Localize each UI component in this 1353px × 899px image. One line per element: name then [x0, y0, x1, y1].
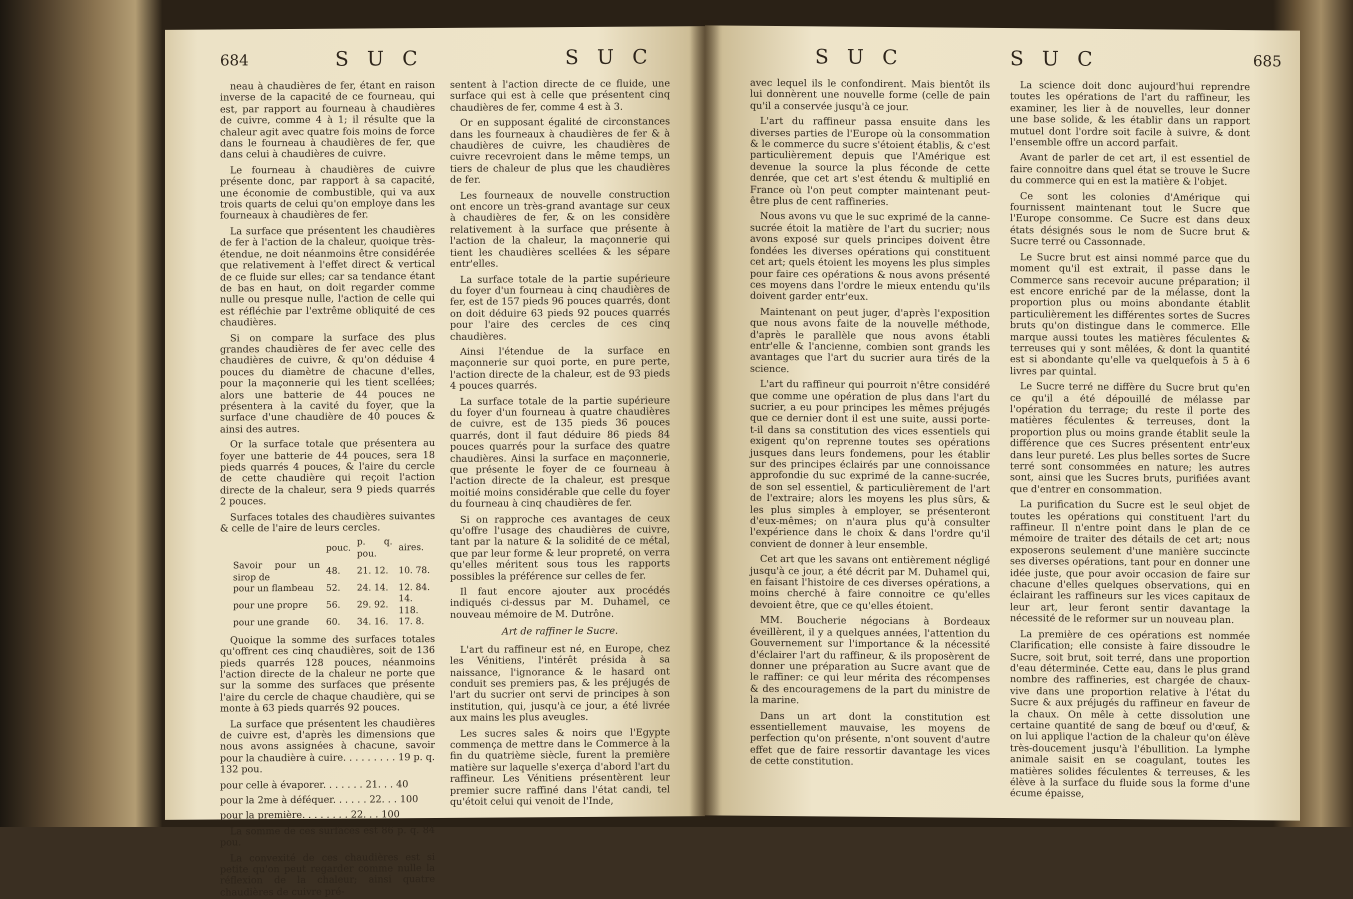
table-row: [230, 594, 435, 618]
table-cell: 10. 78.: [398, 565, 430, 577]
paragraph: Les fourneaux de nouvelle construction ont encore un très-grand avantage sur ceux à chaudières de fer, & on les considère relativement à la surface que présente à l'action de la chaleur, la maçonnerie qui tient les chaudières scellées & les sépare entr'elles.: [450, 189, 670, 270]
running-head: S U C: [815, 44, 904, 70]
running-head: S U C: [335, 46, 424, 71]
table-header: aires.: [398, 543, 424, 554]
paragraph: La surface totale de la partie supérieure du foyer d'un fourneau à quatre chaudières de cuivre, est de 135 pieds 36 pouces quarrés, dont il faut déduire 86 pieds 84 pouces quarrés pour la surface des quatre chaudières. Ainsi la surface en maçonnerie, que présente le foyer de ce fourneau à l'action directe de la chaleur, est presque moitié moins considérable que celle du foyer du fourneau à cinq chaudières de fer.: [450, 394, 670, 511]
paragraph: Si on compare la surface des plus grandes chaudières de fer avec celle des chaudières de cuivre, & qu'on déduise 4 pouces du diamètre de chacune d'elles, pour la maçonnerie qui les tient scellées; alors une batterie de 44 pouces ne présentera à la cavité du foyer, que la surface d'une chaudière de 40 pouces & ainsi des autres.: [220, 331, 435, 436]
table-cell: pour une grande: [233, 618, 310, 629]
paragraph: pour la 2me à déféquer. . . . . . 22. . . 100: [220, 794, 419, 807]
table-row: [230, 560, 435, 584]
right-column: [1010, 80, 1250, 810]
paragraph: Si on rapproche ces avantages de ceux qu'offre l'usage des chaudières de cuivre, tant par la nature & la solidité de ce métal, que par leur forme & leur propreté, on verra qu'elles méritent sous tous les rapports possibles la préférence sur celles de fer.: [450, 512, 670, 583]
paragraph: Le fourneau à chaudières de cuivre présente donc, par rapport à sa capacité, une économie de combustible, qui va aux trois quarts de celui qu'on employe dans les fourneaux à chaudières de fer.: [220, 163, 435, 222]
paragraph: Avant de parler de cet art, il est essentiel de faire connoitre dans quel état se trouve le Sucre du commerce qui en est la matière & l'objet.: [1010, 152, 1250, 189]
table-row: [230, 617, 435, 630]
paragraph: Or la surface totale que présentera au foyer une batterie de 44 pouces, sera 18 pieds quarrés 4 pouces, & l'aire du cercle de cette chaudière qui reçoit l'action directe de la chaleur, sera 9 pieds quarrés 2 pouces.: [220, 438, 435, 508]
table-cell: 34. 16.: [356, 617, 389, 628]
section-title: Art de raffiner le Sucre.: [501, 626, 619, 638]
table-cell: 48.: [326, 566, 341, 577]
table-cell: 17. 8.: [398, 617, 425, 628]
paragraph: L'art du raffineur est né, en Europe, chez les Vénitiens, l'intérêt présida à sa naissance, l'ignorance & le hasard ont conduit ses premiers pas, & les préjugés de l'art du sucrier ont servi de principes à son institution, qui, jusqu'à ce jour, a été livrée aux mains les plus aveugles.: [450, 643, 670, 725]
left-column: [220, 80, 435, 899]
page-number: 684: [220, 51, 249, 70]
right-page: [705, 25, 1300, 820]
paragraph: avec lequel ils le confondirent. Mais bientôt ils lui donnèrent une nouvelle forme (celle de pain qu'il a conservée jusqu'à ce jour.: [750, 77, 990, 113]
table-cell: 56.: [326, 600, 341, 611]
paragraph: La surface que présentent les chaudières de cuivre est, d'après les dimensions que nous avons assignées à chacune, savoir pour la chaudière à cuire. . . . . . . . . 19 p. q. 132 pou.: [220, 717, 435, 776]
paragraph: Il faut encore ajouter aux procédés indiqués ci-dessus par M. Duhamel, ce nouveau mémoire de M. Dutrône.: [450, 585, 670, 621]
paragraph: neau à chaudières de fer, étant en raison inverse de la capacité de ce fourneau, qui est, par rapport au fourneau à chaudières de cuivre, comme 4 à 1; il résulte que la chaleur agit avec quatre fois moins de force dans le fourneau à chaudières de fer, que dans celui à chaudières de cuivre.: [220, 80, 435, 161]
paragraph: La surface totale de la partie supérieure du foyer d'un fourneau à cinq chaudières de fer, est de 157 pieds 96 pouces quarrés, dont on doit déduire 63 pieds 92 pouces quarrés pour l'aire des cercles de ces cinq chaudières.: [450, 272, 670, 343]
paragraph: sentent à l'action directe de ce fluide, une surface qui est à celle que présentent cinq chaudières de fer, comme 4 est à 3.: [450, 78, 670, 114]
paragraph: Ainsi l'étendue de la surface en maçonnerie sur quoi porte, en pure perte, l'action directe de la chaleur, est de 93 pieds 4 pouces quarrés.: [450, 345, 670, 393]
paragraph: La somme de ces surfaces est 86 p. q. 84 pou.: [220, 824, 435, 849]
table-cell: pour un flambeau: [233, 583, 314, 595]
paragraph: MM. Boucherie négocians à Bordeaux éveillèrent, il y a quelques années, l'attention du Gouvernement sur l'importance & la nécessité d'éclairer l'art du raffineur, & ils proposèrent de donner une préparation au Sucre avant que de le raffiner: ce qui leur mérita des récompenses & des encouragemens de la part du ministre de la marine.: [750, 615, 990, 707]
book-gutter: [690, 20, 720, 820]
paragraph: Quoique la somme des surfaces totales qu'offrent ces cinq chaudières, soit de 136 pieds quarrés 128 pouces, néanmoins l'action directe de la chaleur ne porte que sur la somme des surfaces que présente l'aire du cercle de chaque chaudière, qui se monte à 63 pieds quarrés 92 pouces.: [220, 633, 435, 715]
table-header: p. q. pou.: [356, 537, 393, 560]
paragraph: pour celle à évaporer. . . . . . . 21. . . 40: [220, 778, 409, 792]
table-header: pouc.: [326, 543, 351, 554]
right-column: [450, 78, 670, 808]
table-cell: Savoir pour un sirop de: [233, 561, 321, 584]
paragraph: Les sucres sales & noirs que l'Egypte commença de mettre dans le Commerce à la fin du quatrième siècle, furent la première matière sur laquelle s'exerça d'abord l'art du raffineur. Les Vénitiens présentèrent leur premier sucre raffiné dans l'état candi, tel qu'étoit celui qui venoit de l'Inde,: [450, 726, 670, 808]
table-cell: 21. 12.: [356, 566, 389, 577]
page-number: 685: [1253, 52, 1282, 71]
paragraph: L'art du raffineur qui pourroit n'être considéré que comme une opération de plus dans l'art du sucrier, a eu pour principes les mêmes préjugés que ce dernier dont il est une suite, aussi porte-t-il dans sa constitution des vices essentiels qui exigent qu'on reprenne toutes ses opérations jusques dans leurs fondemens, pour les établir sur des principes éclairés par une connoissance approfondie du suc exprimé de la canne-sucrée, de son sel essentiel, & particulièrement de l'art de l'extraire; alors les moyens les plus sûrs, & les plus simples à employer, se présenteront d'eux-mêmes; on n'aura plus qu'à consulter l'expérience dans le choix & dans l'ordre qu'il convient de donner à leur ensemble.: [750, 379, 990, 552]
running-head: S U C: [565, 44, 654, 70]
table-cell: 52.: [326, 583, 341, 594]
table-cell: 12. 84.: [398, 583, 430, 594]
table-cell: 60.: [326, 617, 341, 629]
paragraph: La science doit donc aujourd'hui reprendre toutes les opérations de l'art du raffineur, les examiner, les lier à de nouvelles, leur donner une base solide, & les établir dans un rapport mutuel dont l'ordre soit facile à suivre, & dont l'ensemble offre un accord parfait.: [1010, 80, 1250, 150]
left-page-header: [165, 44, 705, 78]
paragraph: La purification du Sucre est le seul objet de toutes les opérations qui constituent l'art du raffineur. Il n'entre point dans le plan de ce mémoire de traiter des détails de cet art; nous exposerons seulement d'une manière succincte ses diverses opérations, tant pour en donner une idée juste, que pour avoir occasion de faire sur chacune d'elles quelques observations, qui en éclairant les raffineurs sur les vices capitaux de leur art, leur feront sentir davantage la nécessité de le reformer sur un nouveau plan.: [1010, 499, 1250, 627]
paragraph: Cet art que les savans ont entièrement négligé jusqu'à ce jour, a été décrit par M. Duhamel qui, en faisant l'histoire de ces diverses opérations, a moins cherché à faire connoitre ce qu'elles devoient être, que ce qu'elles étoient.: [750, 554, 990, 613]
table-cell: 29. 92.: [356, 600, 389, 611]
paragraph: Surfaces totales des chaudières suivantes & celle de l'aire de leurs cercles.: [220, 510, 435, 535]
paragraph: La première de ces opérations est nommée Clarification; elle consiste à faire dissoudre le Sucre, soit brut, soit terré, dans une proportion d'eau déterminée. Cette eau, dans le plus grand nombre des raffineries, est chargée de chaux-vive dans une proportion relative à l'état du Sucre & aux préjugés du raffineur en faveur de la chaux. On mêle à cette dissolution une certaine quantité de sang de bœuf ou d'œuf, & on lui applique l'action de la chaleur qu'on élève très-doucement jusqu'à l'ébullition. La lymphe animale saisit en se coagulant, toutes les matières solides féculentes & terreuses, & les élève à la surface du fluide sous la forme d'une écume épaisse,: [1010, 628, 1250, 801]
surface-table: [230, 537, 435, 630]
right-page-header: [705, 43, 1300, 78]
left-column: [750, 78, 990, 808]
paragraph: Le Sucre brut est ainsi nommé parce que du moment qu'il est extrait, il passe dans le Commerce sans recevoir aucune préparation; il est encore enriché par de la mélasse, dont la proportion plus ou moins abondante établit particulièrement les différentes sortes de Sucres bruts qu'on distingue dans le commerce. Elle marque aussi toutes les matières féculentes & terreuses qui y sont mêlées, & dont la quantité est si abondante qu'elle va quelquefois à 5 à 6 livres par quintal.: [1010, 251, 1250, 378]
table-cell: 24. 14.: [356, 583, 389, 594]
paragraph: La surface que présentent les chaudières de fer à l'action de la chaleur, quoique très-étendue, ne doit néanmoins être considérée que relativement à l'effet direct & vertical de ce fluide sur elles; car sa tendance étant de bas en haut, on doit regarder comme nulle ou presque nulle, l'action de celle qui est réfléchie par l'extrême obliquité de ces chaudières.: [220, 224, 435, 329]
paragraph: Or en supposant égalité de circonstances dans les fourneaux à chaudières de fer & à chaudières de cuivre, les chaudières de cuivre recevroient dans le même temps, un tiers de chaleur de plus que les chaudières de fer.: [450, 116, 670, 187]
paragraph: Dans un art dont la constitution est essentiellement mauvaise, les moyens de perfection qu'on présente, n'ont souvent d'autre effet que de faire ressortir davantage les vices de cette constitution.: [750, 710, 990, 768]
left-page: [165, 26, 705, 899]
paragraph: La convexité de ces chaudières est si petite qu'on peut regarder comme nulle la réflexion de la chaleur; ainsi quatre chaudières de cuivre pré-: [220, 851, 435, 899]
running-head: S U C: [1010, 46, 1099, 71]
paragraph: L'art du raffineur passa ensuite dans les diverses parties de l'Europe où la consommation & le commerce du sucre s'étoient établis, & c'est particulièrement depuis que l'Amérique est devenue la source la plus féconde de cette denrée, que cet art s'est étendu & multiplié en France où l'on peut compter maintenant peut-être plus de cent raffineries.: [750, 116, 990, 209]
paragraph: Maintenant on peut juger, d'après l'exposition que nous avons faite de la nouvelle méthode, d'après le parallèle que nous avons établi entr'elle & l'ancienne, combien sont grands les avantages que l'art du sucrier aura tirés de la science.: [750, 306, 990, 375]
paragraph: Le Sucre terré ne diffère du Sucre brut qu'en ce qu'il a été dépouillé de mélasse par l'opération du terrage; du reste il porte des matières féculentes & terreuses, dont la proportion plus ou moins grande établit seule la différence que ces Sucres présentent entr'eux dans leur pureté. Les plus belles sortes de Sucre terré sont consommées en nature; les autres sont, ainsi que les Sucres bruts, purifiées avant que d'entrer en consommation.: [1010, 381, 1250, 497]
table-cell: pour une propre: [233, 601, 308, 612]
paragraph: Ce sont les colonies d'Amérique qui fournissent maintenant tout le Sucre que l'Europe consomme. Ce Sucre est dans deux états désignés sous le nom de Sucre brut & Sucre terré ou Cassonnade.: [1010, 190, 1250, 249]
paragraph: Nous avons vu que le suc exprimé de la canne-sucrée étoit la matière de l'art du sucrier; nous avons exposé sur quels principes doivent être fondées les diverses opérations qui constituent cet art; quels étoient les moyens les plus simples pour faire ces opérations & nous avons présenté ces moyens dans l'ordre le mieux entendu qu'ils doivent garder entr'eux.: [750, 211, 990, 304]
table-cell: 14. 118.: [398, 594, 419, 617]
paragraph: pour la première. . . . . . . . 22. . . 100: [220, 809, 400, 822]
